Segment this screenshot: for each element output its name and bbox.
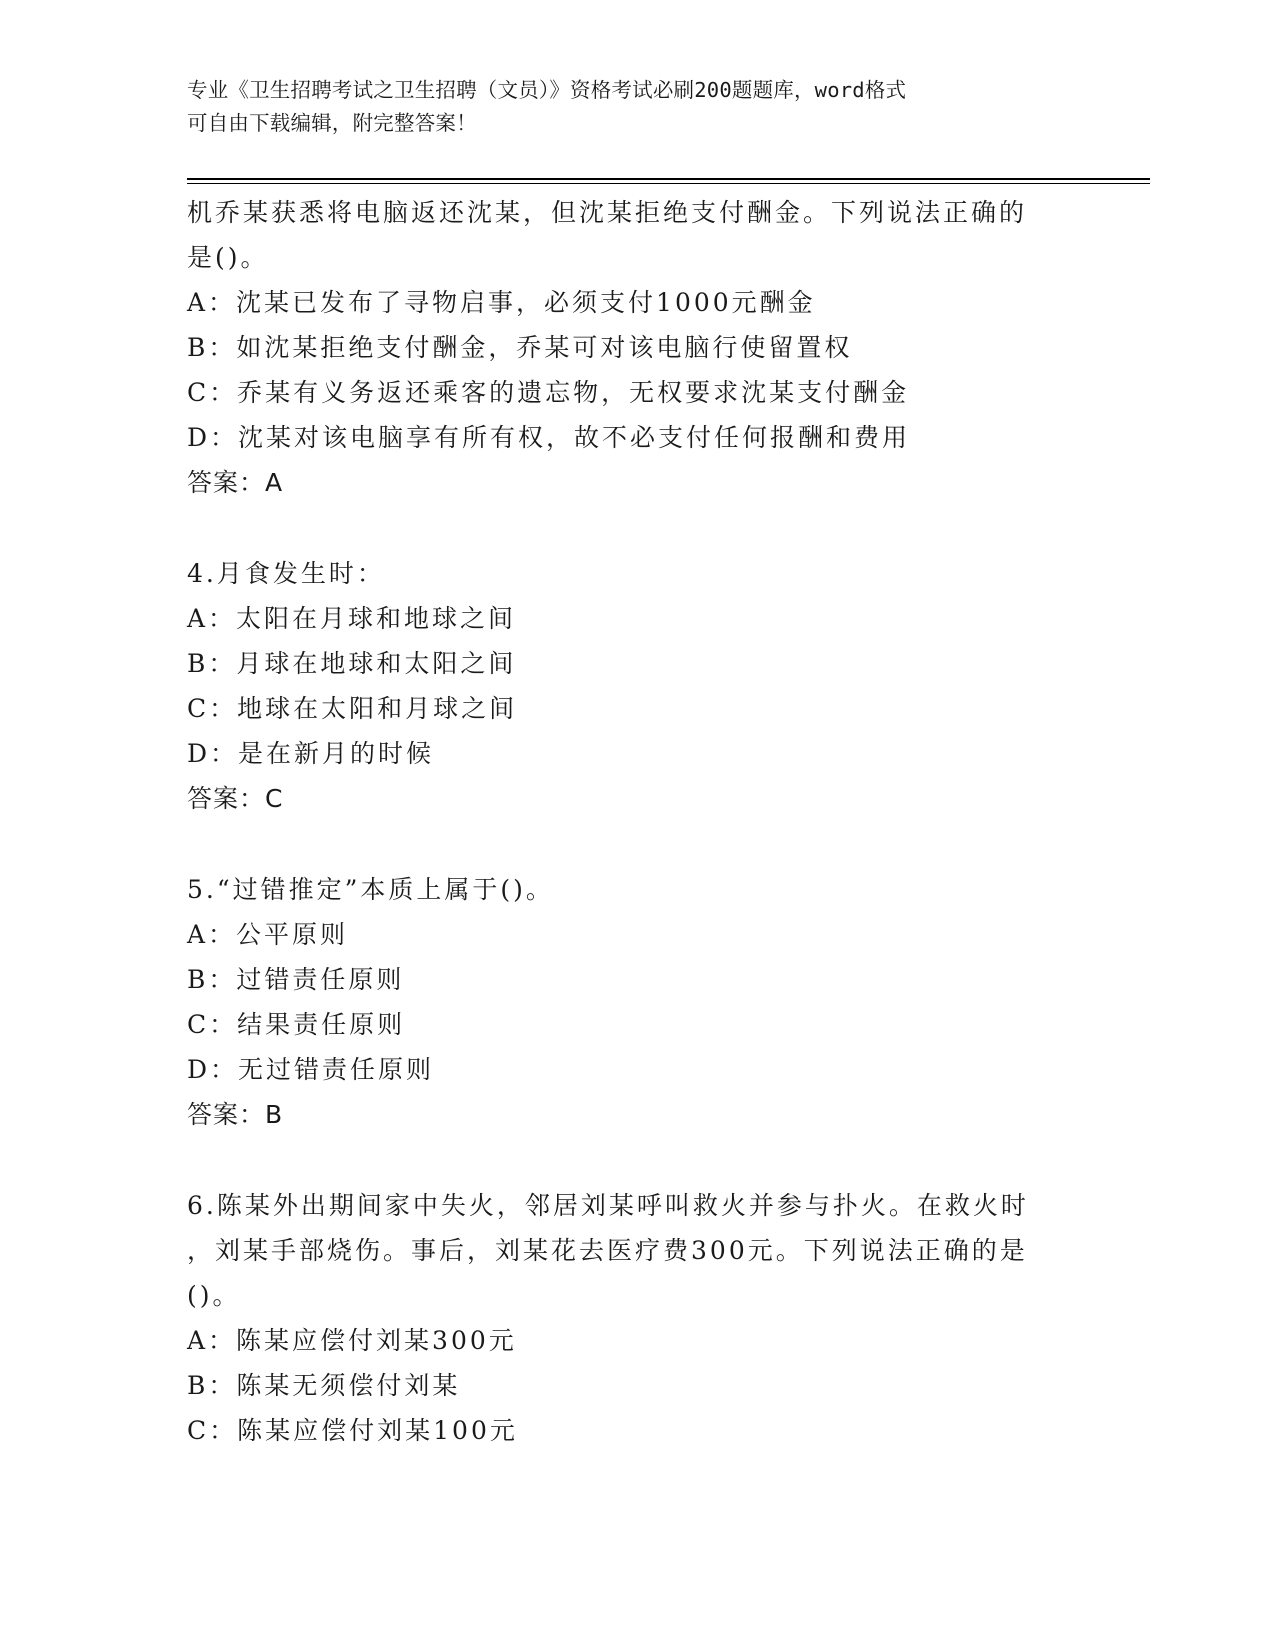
question-stem: 5.“过错推定”本质上属于()。 — [187, 875, 554, 904]
question-stem: 4.月食发生时： — [187, 559, 385, 588]
question-6 — [187, 1183, 1087, 1453]
question-stem: 6.陈某外出期间家中失火，邻居刘某呼叫救火并参与扑火。在救火时 — [187, 1191, 1029, 1220]
option-b: B：过错责任原则 — [187, 965, 405, 994]
option-c: C：乔某有义务返还乘客的遗忘物，无权要求沈某支付酬金 — [187, 378, 910, 407]
option-a: A：陈某应偿付刘某300元 — [187, 1326, 517, 1355]
option-b: B：如沈某拒绝支付酬金，乔某可对该电脑行使留置权 — [187, 333, 853, 362]
question-stem: ，刘某手部烧伤。事后，刘某花去医疗费300元。下列说法正确的是 — [187, 1236, 1028, 1265]
header-rule-thin — [187, 183, 1150, 184]
question-3 — [187, 190, 1087, 506]
option-d: D：是在新月的时候 — [187, 739, 435, 768]
question-stem: 是()。 — [187, 243, 269, 272]
question-stem: 机乔某获悉将电脑返还沈某，但沈某拒绝支付酬金。下列说法正确的 — [187, 198, 1028, 227]
question-list — [187, 190, 1087, 1453]
spacer — [187, 506, 1087, 551]
document-header — [187, 74, 1067, 140]
option-c: C：结果责任原则 — [187, 1010, 406, 1039]
header-rule-thick — [187, 178, 1150, 180]
option-c: C：陈某应偿付刘某100元 — [187, 1416, 518, 1445]
option-d: D：沈某对该电脑享有所有权，故不必支付任何报酬和费用 — [187, 423, 911, 452]
spacer — [187, 822, 1087, 867]
question-stem: ()。 — [187, 1281, 241, 1310]
option-a: A：太阳在月球和地球之间 — [187, 604, 517, 633]
option-a: A：公平原则 — [187, 920, 349, 949]
option-d: D：无过错责任原则 — [187, 1055, 435, 1084]
answer-label: 答案：A — [187, 468, 284, 497]
option-b: B：陈某无须偿付刘某 — [187, 1371, 461, 1400]
header-line-1: 专业《卫生招聘考试之卫生招聘（文员）》资格考试必刷200题题库，word格式 — [187, 78, 907, 102]
option-b: B：月球在地球和太阳之间 — [187, 649, 517, 678]
question-4 — [187, 551, 1087, 822]
option-c: C：地球在太阳和月球之间 — [187, 694, 518, 723]
option-a: A：沈某已发布了寻物启事，必须支付1000元酬金 — [187, 288, 816, 317]
spacer — [187, 1138, 1087, 1183]
answer-label: 答案：C — [187, 784, 284, 813]
question-5 — [187, 867, 1087, 1138]
header-line-2: 可自由下载编辑，附完整答案！ — [187, 111, 477, 135]
answer-label: 答案：B — [187, 1100, 284, 1129]
